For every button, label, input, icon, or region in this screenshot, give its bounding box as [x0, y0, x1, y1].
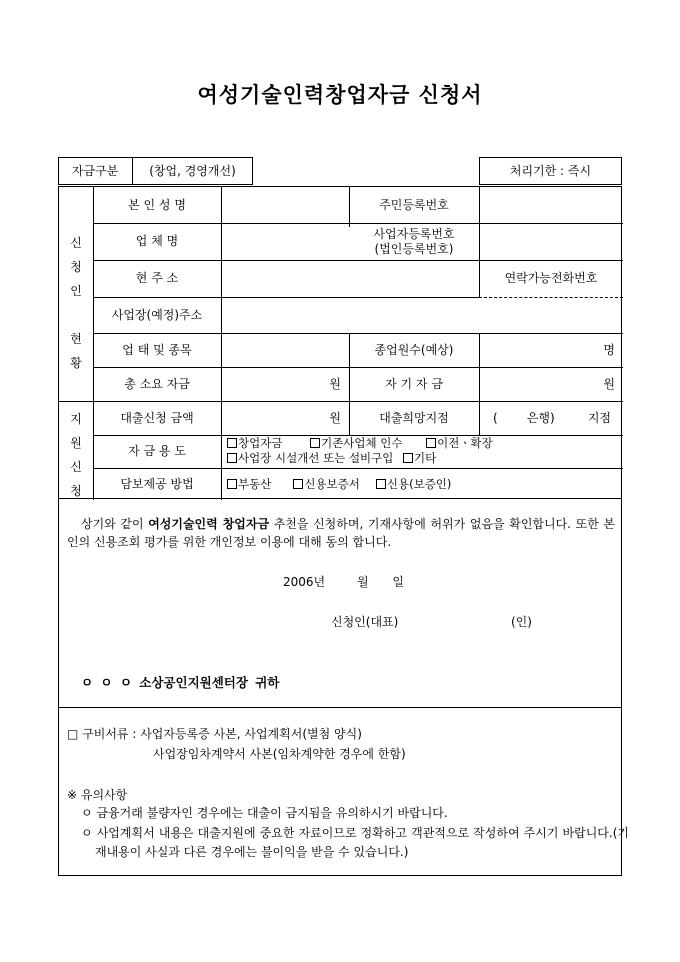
business-number-label-line1: 사업자등록번호 — [373, 226, 455, 241]
side-char: 인 — [70, 284, 82, 298]
side-char: 지 — [70, 412, 82, 426]
side-char: 청 — [70, 484, 82, 498]
employees-label: 종업원수(예상) — [374, 342, 454, 357]
total-funds-unit[interactable]: 원 — [329, 376, 341, 391]
employees-unit[interactable]: 명 — [603, 342, 615, 357]
fund-use-options — [227, 435, 617, 469]
deadline: 처리기한 : 즉시 — [509, 163, 592, 178]
checkbox-icon — [227, 479, 237, 489]
note-item: ㅇ 금융거래 불량자인 경우에는 대출이 금지됨을 유의하시기 바랍니다. — [81, 806, 448, 820]
date-month: 월 — [356, 575, 369, 589]
name-label: 본 인 성 명 — [128, 197, 186, 212]
side-char: 현 — [70, 332, 82, 346]
business-number-label-line2: (법인등록번호) — [374, 241, 454, 256]
notes-title: ※ 유의사항 — [67, 788, 128, 802]
fund-use-option-startup[interactable]: 창업자금 — [227, 436, 282, 451]
address-field[interactable] — [222, 261, 478, 296]
declaration-text: 상기와 같이 여성기술인력 창업자금 추천을 신청하며, 기재사항에 허위가 없음을 확인합니다. 또한 본인의 신용조회 평가를 위한 개인정보 이용에 대해 동의 합니다. — [67, 517, 615, 549]
total-funds-label: 총 소요 자금 — [124, 376, 190, 391]
company-name-label: 업 체 명 — [135, 234, 179, 248]
declaration-bold: 여성기술인력 창업자금 — [148, 517, 270, 531]
checkbox-icon — [403, 453, 413, 463]
side-char: 청 — [70, 260, 82, 274]
fund-use-option-relocation[interactable]: 이전ㆍ확장 — [426, 436, 493, 451]
loan-amount-label: 대출신청 금액 — [120, 410, 194, 425]
collateral-option-credit[interactable]: 신용(보증인) — [376, 476, 452, 492]
header-row — [58, 157, 622, 185]
resident-number-label: 주민등록번호 — [379, 197, 449, 212]
collateral-option-real-estate[interactable]: 부동산 — [227, 476, 271, 492]
fund-use-option-other[interactable]: 기타 — [403, 451, 436, 466]
date-line[interactable] — [283, 573, 404, 590]
checkbox-icon — [376, 479, 386, 489]
checkbox-icon — [227, 453, 237, 463]
own-funds-unit[interactable]: 원 — [603, 376, 615, 391]
phone-label: 연락가능전화번호 — [504, 271, 598, 285]
resident-number-field[interactable] — [480, 188, 622, 222]
form-title: 여성기술인력창업자금 신청서 — [197, 82, 483, 107]
checkbox-icon — [310, 438, 320, 448]
company-name-field[interactable] — [222, 224, 348, 259]
branch-suffix: 지점 — [587, 410, 611, 425]
business-type-label: 업 태 및 종목 — [122, 342, 192, 357]
phone-field[interactable] — [480, 298, 622, 332]
application-table — [58, 186, 622, 499]
collateral-option-guarantee[interactable]: 신용보증서 — [293, 476, 360, 492]
fund-use-label: 자 금 용 도 — [128, 444, 186, 458]
branch-open-paren: ( — [493, 410, 498, 425]
bullet-icon: ㅇ — [81, 806, 97, 820]
note-item: ㅇ 사업계획서 내용은 대출지원에 중요한 자료이므로 정확하고 객관적으로 작성하여 주시기 바랍니다.(기재내용이 사실과 다른 경우에는 불이익을 받을 수 있습니다.) — [81, 826, 629, 859]
branch-bank: 은행) — [526, 410, 555, 425]
recipient: ㅇ ㅇ ㅇ 소상공인지원센터장 귀하 — [81, 675, 280, 690]
applicant-sign-label: 신청인(대표) — [331, 615, 399, 629]
own-funds-label: 자 기 자 금 — [385, 376, 443, 391]
category-label: 자금구분 — [71, 163, 119, 178]
fund-use-option-acquisition[interactable]: 기존사업체 인수 — [310, 436, 402, 451]
side-char: 원 — [70, 436, 82, 450]
branch-field[interactable] — [479, 401, 623, 435]
required-documents: □ 구비서류 : 사업자등록증 사본, 사업계획서(별첨 양식) — [67, 727, 362, 741]
business-type-field[interactable] — [222, 334, 348, 366]
bullet-icon: ㅇ — [81, 826, 97, 840]
checkbox-icon — [293, 479, 303, 489]
workplace-address-field[interactable] — [222, 298, 478, 332]
notes-box — [58, 707, 629, 876]
side-char: 신 — [70, 236, 82, 250]
side-char: 신 — [70, 460, 82, 474]
applicant-side-label — [59, 231, 93, 375]
collateral-label: 담보제공 방법 — [120, 476, 194, 491]
support-side-label — [59, 401, 93, 503]
declaration-box — [58, 498, 622, 708]
fund-use-option-facility[interactable]: 사업장 시설개선 또는 설비구입 — [227, 451, 393, 466]
checkbox-icon — [426, 438, 436, 448]
business-number-label — [349, 223, 479, 260]
collateral-options — [227, 468, 617, 500]
date-year: 2006년 — [283, 575, 326, 589]
required-documents-line2: 사업장임차계약서 사본(임차계약한 경우에 한함) — [153, 747, 406, 761]
date-day: 일 — [392, 575, 404, 589]
name-field[interactable] — [222, 188, 348, 222]
loan-amount-unit[interactable]: 원 — [329, 410, 341, 425]
side-char: 황 — [70, 356, 82, 370]
business-number-field[interactable] — [480, 224, 622, 259]
category-value: (창업, 경영개선) — [149, 163, 236, 178]
checkbox-icon — [227, 438, 237, 448]
branch-label: 대출희망지점 — [379, 410, 449, 425]
seal-label: (인) — [511, 615, 532, 629]
workplace-address-label: 사업장(예정)주소 — [111, 307, 203, 322]
address-label: 현 주 소 — [135, 271, 179, 285]
